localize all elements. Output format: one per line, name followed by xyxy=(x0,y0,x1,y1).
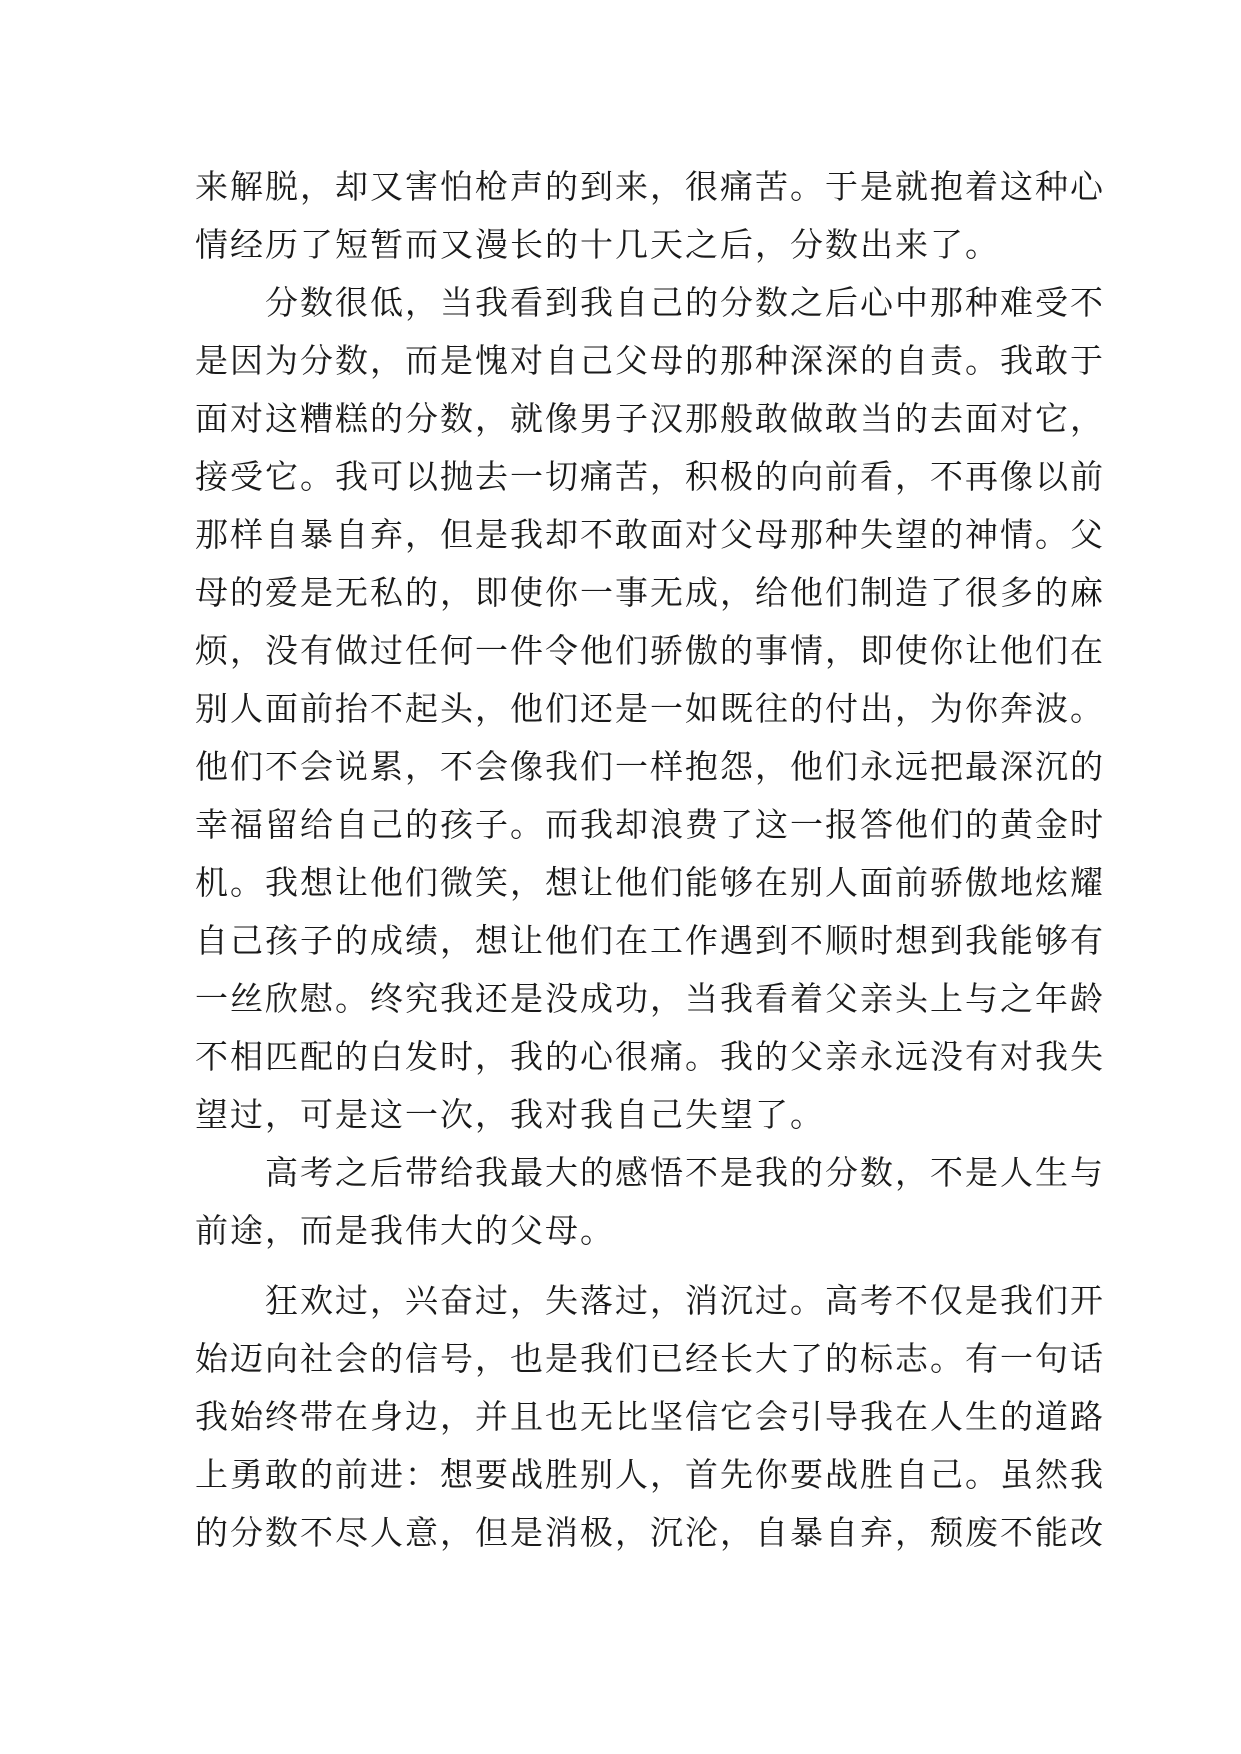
text-line: 自己孩子的成绩，想让他们在工作遇到不顺时想到我能够有 xyxy=(195,921,1105,960)
text-line: 不相匹配的白发时，我的心很痛。我的父亲永远没有对我失 xyxy=(195,1037,1105,1076)
text-line: 我始终带在身边，并且也无比坚信它会引导我在人生的道路 xyxy=(195,1397,1105,1436)
paragraph xyxy=(195,158,1105,274)
text-line: 接受它。我可以抛去一切痛苦，积极的向前看，不再像以前 xyxy=(195,457,1105,496)
text-line: 他们不会说累，不会像我们一样抱怨，他们永远把最深沉的 xyxy=(195,747,1105,786)
text-line: 望过，可是这一次，我对我自己失望了。 xyxy=(195,1095,825,1134)
text-line: 机。我想让他们微笑，想让他们能够在别人面前骄傲地炫耀 xyxy=(195,863,1105,902)
text-line: 母的爱是无私的，即使你一事无成，给他们制造了很多的麻 xyxy=(195,573,1105,612)
text-line: 面对这糟糕的分数，就像男子汉那般敢做敢当的去面对它， xyxy=(195,399,1105,438)
paragraph xyxy=(195,274,1105,1144)
text-line: 分数很低，当我看到我自己的分数之后心中那种难受不 xyxy=(265,283,1105,322)
text-line: 高考之后带给我最大的感悟不是我的分数，不是人生与 xyxy=(265,1153,1105,1192)
text-line: 前途，而是我伟大的父母。 xyxy=(195,1211,615,1250)
text-line: 是因为分数，而是愧对自己父母的那种深深的自责。我敢于 xyxy=(195,341,1105,380)
text-line: 烦，没有做过任何一件令他们骄傲的事情，即使你让他们在 xyxy=(195,631,1105,670)
text-line: 幸福留给自己的孩子。而我却浪费了这一报答他们的黄金时 xyxy=(195,805,1105,844)
paragraph xyxy=(195,1144,1105,1260)
paragraph xyxy=(195,1272,1105,1562)
text-line: 别人面前抬不起头，他们还是一如既往的付出，为你奔波。 xyxy=(195,689,1105,728)
text-line: 的分数不尽人意，但是消极，沉沦，自暴自弃，颓废不能改 xyxy=(195,1513,1105,1552)
document-body xyxy=(195,158,1105,1562)
text-line: 一丝欣慰。终究我还是没成功，当我看着父亲头上与之年龄 xyxy=(195,979,1105,1018)
text-line: 始迈向社会的信号，也是我们已经长大了的标志。有一句话 xyxy=(195,1339,1105,1378)
text-line: 狂欢过，兴奋过，失落过，消沉过。高考不仅是我们开 xyxy=(265,1281,1105,1320)
text-line: 那样自暴自弃，但是我却不敢面对父母那种失望的神情。父 xyxy=(195,515,1105,554)
text-line: 情经历了短暂而又漫长的十几天之后，分数出来了。 xyxy=(195,225,1000,264)
text-line: 来解脱，却又害怕枪声的到来，很痛苦。于是就抱着这种心 xyxy=(195,167,1105,206)
text-line: 上勇敢的前进：想要战胜别人，首先你要战胜自己。虽然我 xyxy=(195,1455,1105,1494)
